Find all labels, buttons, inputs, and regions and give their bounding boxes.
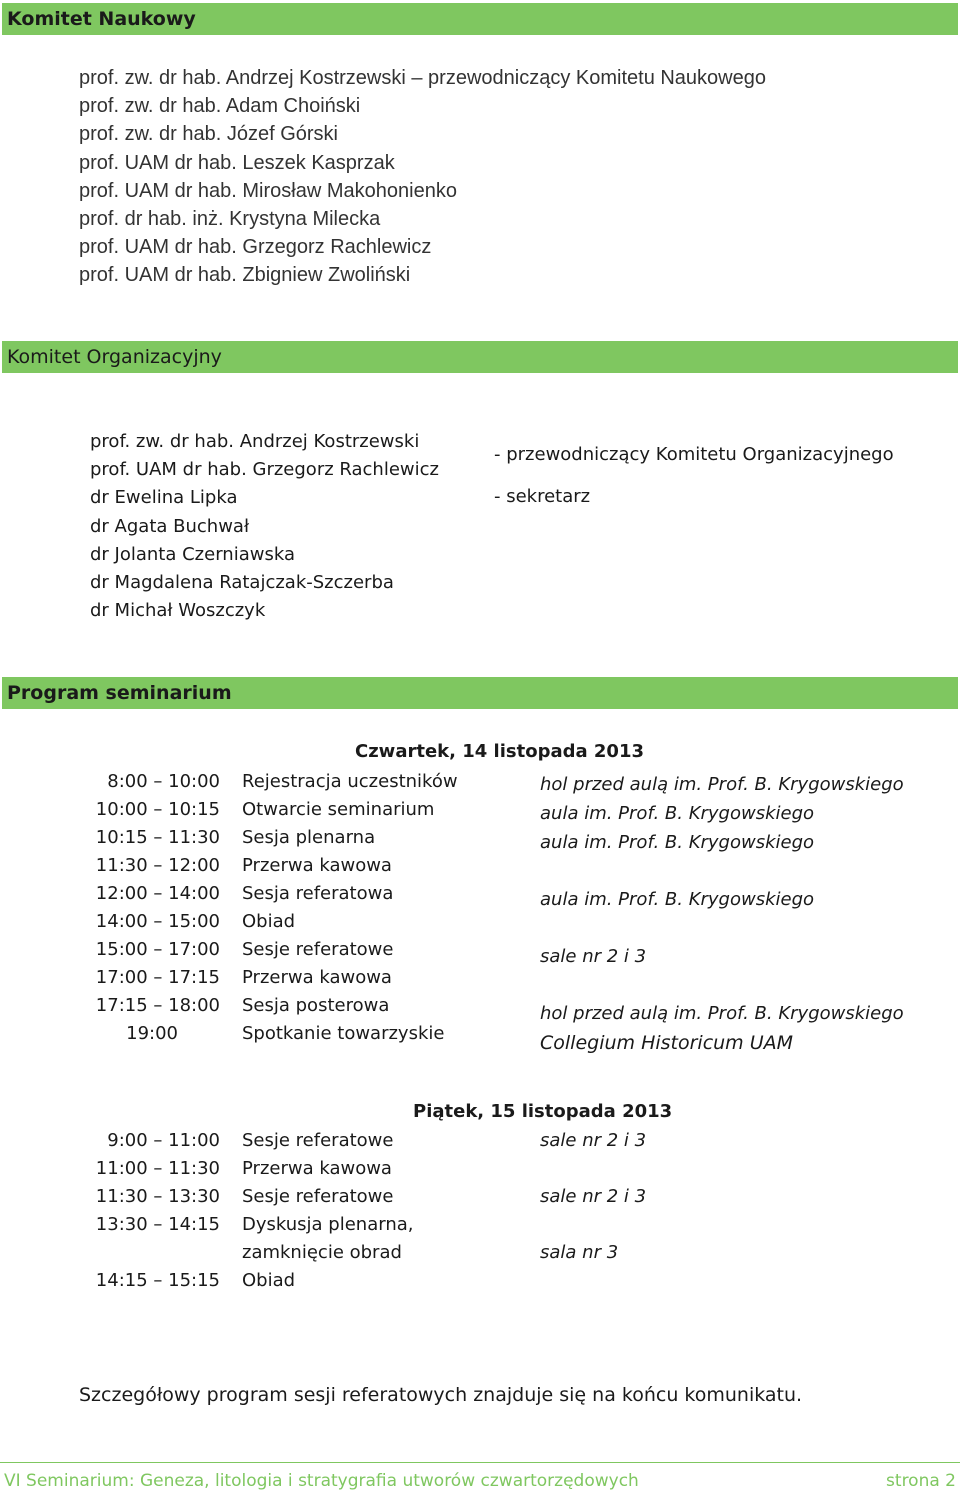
table-row xyxy=(0,1186,960,1214)
time-cell: 15:00 – 17:00 xyxy=(95,939,220,960)
event-cell: Dyskusja plenarna, xyxy=(242,1214,414,1235)
footer-page-number: strona 2 xyxy=(886,1471,956,1491)
time-cell: 11:30 – 12:00 xyxy=(95,855,220,876)
time-cell: 12:00 – 14:00 xyxy=(95,883,220,904)
event-cell: Sesje referatowe xyxy=(242,1186,394,1207)
table-row xyxy=(0,799,960,827)
scientific-committee-list xyxy=(79,64,766,290)
time-cell: 17:15 – 18:00 xyxy=(95,995,220,1016)
event-cell: Spotkanie towarzyskie xyxy=(242,1023,445,1044)
section-header-organizing: Komitet Organizacyjny xyxy=(2,341,958,373)
time-cell: 13:30 – 14:15 xyxy=(95,1214,220,1235)
time-cell: 14:15 – 15:15 xyxy=(95,1270,220,1291)
time-cell: 11:30 – 13:30 xyxy=(95,1186,220,1207)
event-cell: Sesje referatowe xyxy=(242,1130,394,1151)
table-row xyxy=(0,1270,960,1298)
event-cell: Przerwa kawowa xyxy=(242,855,392,876)
footer-title: VI Seminarium: Geneza, litologia i stratygrafia utworów czwartorzędowych xyxy=(4,1471,639,1491)
table-row xyxy=(0,1214,960,1242)
event-cell: Otwarcie seminarium xyxy=(242,799,435,820)
table-row xyxy=(0,1130,960,1158)
list-item: dr Michał Woszczyk xyxy=(90,600,266,622)
list-item: prof. UAM dr hab. Grzegorz Rachlewicz xyxy=(79,236,432,259)
list-item: dr Jolanta Czerniawska xyxy=(90,543,295,565)
time-cell: 8:00 – 10:00 xyxy=(107,771,220,792)
location-cell: sale nr 2 i 3 xyxy=(540,1186,647,1207)
event-cell: Sesja referatowa xyxy=(242,883,394,904)
time-cell: 9:00 – 11:00 xyxy=(107,1130,220,1151)
table-row xyxy=(0,1242,960,1270)
location-cell: aula im. Prof. B. Krygowskiego xyxy=(540,889,815,910)
table-row xyxy=(0,911,960,939)
event-cell: Przerwa kawowa xyxy=(242,1158,392,1179)
location-cell: sale nr 2 i 3 xyxy=(540,946,647,967)
table-row xyxy=(0,967,960,995)
table-row xyxy=(0,939,960,967)
location-cell: sale nr 2 i 3 xyxy=(540,1130,647,1151)
organizing-committee-list xyxy=(90,428,439,625)
section-header-program: Program seminarium xyxy=(2,677,958,709)
table-row xyxy=(0,827,960,855)
location-cell: aula im. Prof. B. Krygowskiego xyxy=(540,803,815,824)
table-row xyxy=(0,883,960,911)
location-cell: hol przed aulą im. Prof. B. Krygowskiego xyxy=(540,1003,904,1024)
location-cell: sala nr 3 xyxy=(540,1242,619,1263)
event-cell: Sesja posterowa xyxy=(242,995,390,1016)
time-cell: 19:00 xyxy=(126,1023,178,1044)
event-cell: Rejestracja uczestników xyxy=(242,771,458,792)
event-cell: Obiad xyxy=(242,1270,296,1291)
location-cell: Collegium Historicum UAM xyxy=(540,1032,794,1054)
location-cell: hol przed aulą im. Prof. B. Krygowskiego xyxy=(540,774,904,795)
table-row xyxy=(0,855,960,883)
location-cell: aula im. Prof. B. Krygowskiego xyxy=(540,832,815,853)
list-item: dr Agata Buchwał xyxy=(90,515,250,537)
list-item: dr Ewelina Lipka xyxy=(90,487,238,509)
list-item: prof. UAM dr hab. Leszek Kasprzak xyxy=(79,151,395,174)
time-cell: 17:00 – 17:15 xyxy=(95,967,220,988)
table-row xyxy=(0,995,960,1023)
list-item: prof. zw. dr hab. Andrzej Kostrzewski xyxy=(90,431,420,452)
time-cell: 11:00 – 11:30 xyxy=(95,1158,220,1179)
list-item: prof. dr hab. inż. Krystyna Milecka xyxy=(79,208,381,231)
event-cell: zamknięcie obrad xyxy=(242,1242,402,1263)
role-chair: - przewodniczący Komitetu Organizacyjnego xyxy=(494,444,894,465)
table-row xyxy=(0,771,960,799)
time-cell: 14:00 – 15:00 xyxy=(95,911,220,932)
list-item: prof. UAM dr hab. Zbigniew Zwoliński xyxy=(79,264,411,287)
program-note: Szczegółowy program sesji referatowych znajduje się na końcu komunikatu. xyxy=(79,1384,803,1406)
role-secretary: - sekretarz xyxy=(494,486,591,507)
table-row xyxy=(0,1158,960,1186)
list-item: dr Magdalena Ratajczak-Szczerba xyxy=(90,572,394,594)
time-cell: 10:00 – 10:15 xyxy=(95,799,220,820)
day1-heading: Czwartek, 14 listopada 2013 xyxy=(355,741,644,762)
table-row xyxy=(0,1023,960,1054)
event-cell: Przerwa kawowa xyxy=(242,967,392,988)
event-cell: Sesje referatowe xyxy=(242,939,394,960)
section-header-scientific: Komitet Naukowy xyxy=(2,3,958,35)
list-item: prof. UAM dr hab. Grzegorz Rachlewicz xyxy=(90,459,439,481)
list-item: prof. zw. dr hab. Adam Choiński xyxy=(79,95,361,118)
list-item: prof. zw. dr hab. Józef Górski xyxy=(79,123,338,146)
time-cell: 10:15 – 11:30 xyxy=(95,827,220,848)
day2-heading: Piątek, 15 listopada 2013 xyxy=(413,1101,673,1122)
page-footer xyxy=(0,1462,960,1496)
event-cell: Sesja plenarna xyxy=(242,827,376,848)
list-item: prof. UAM dr hab. Mirosław Makohonienko xyxy=(79,179,457,202)
event-cell: Obiad xyxy=(242,911,296,932)
list-item: prof. zw. dr hab. Andrzej Kostrzewski – przewodniczący Komitetu Naukowego xyxy=(79,67,766,89)
